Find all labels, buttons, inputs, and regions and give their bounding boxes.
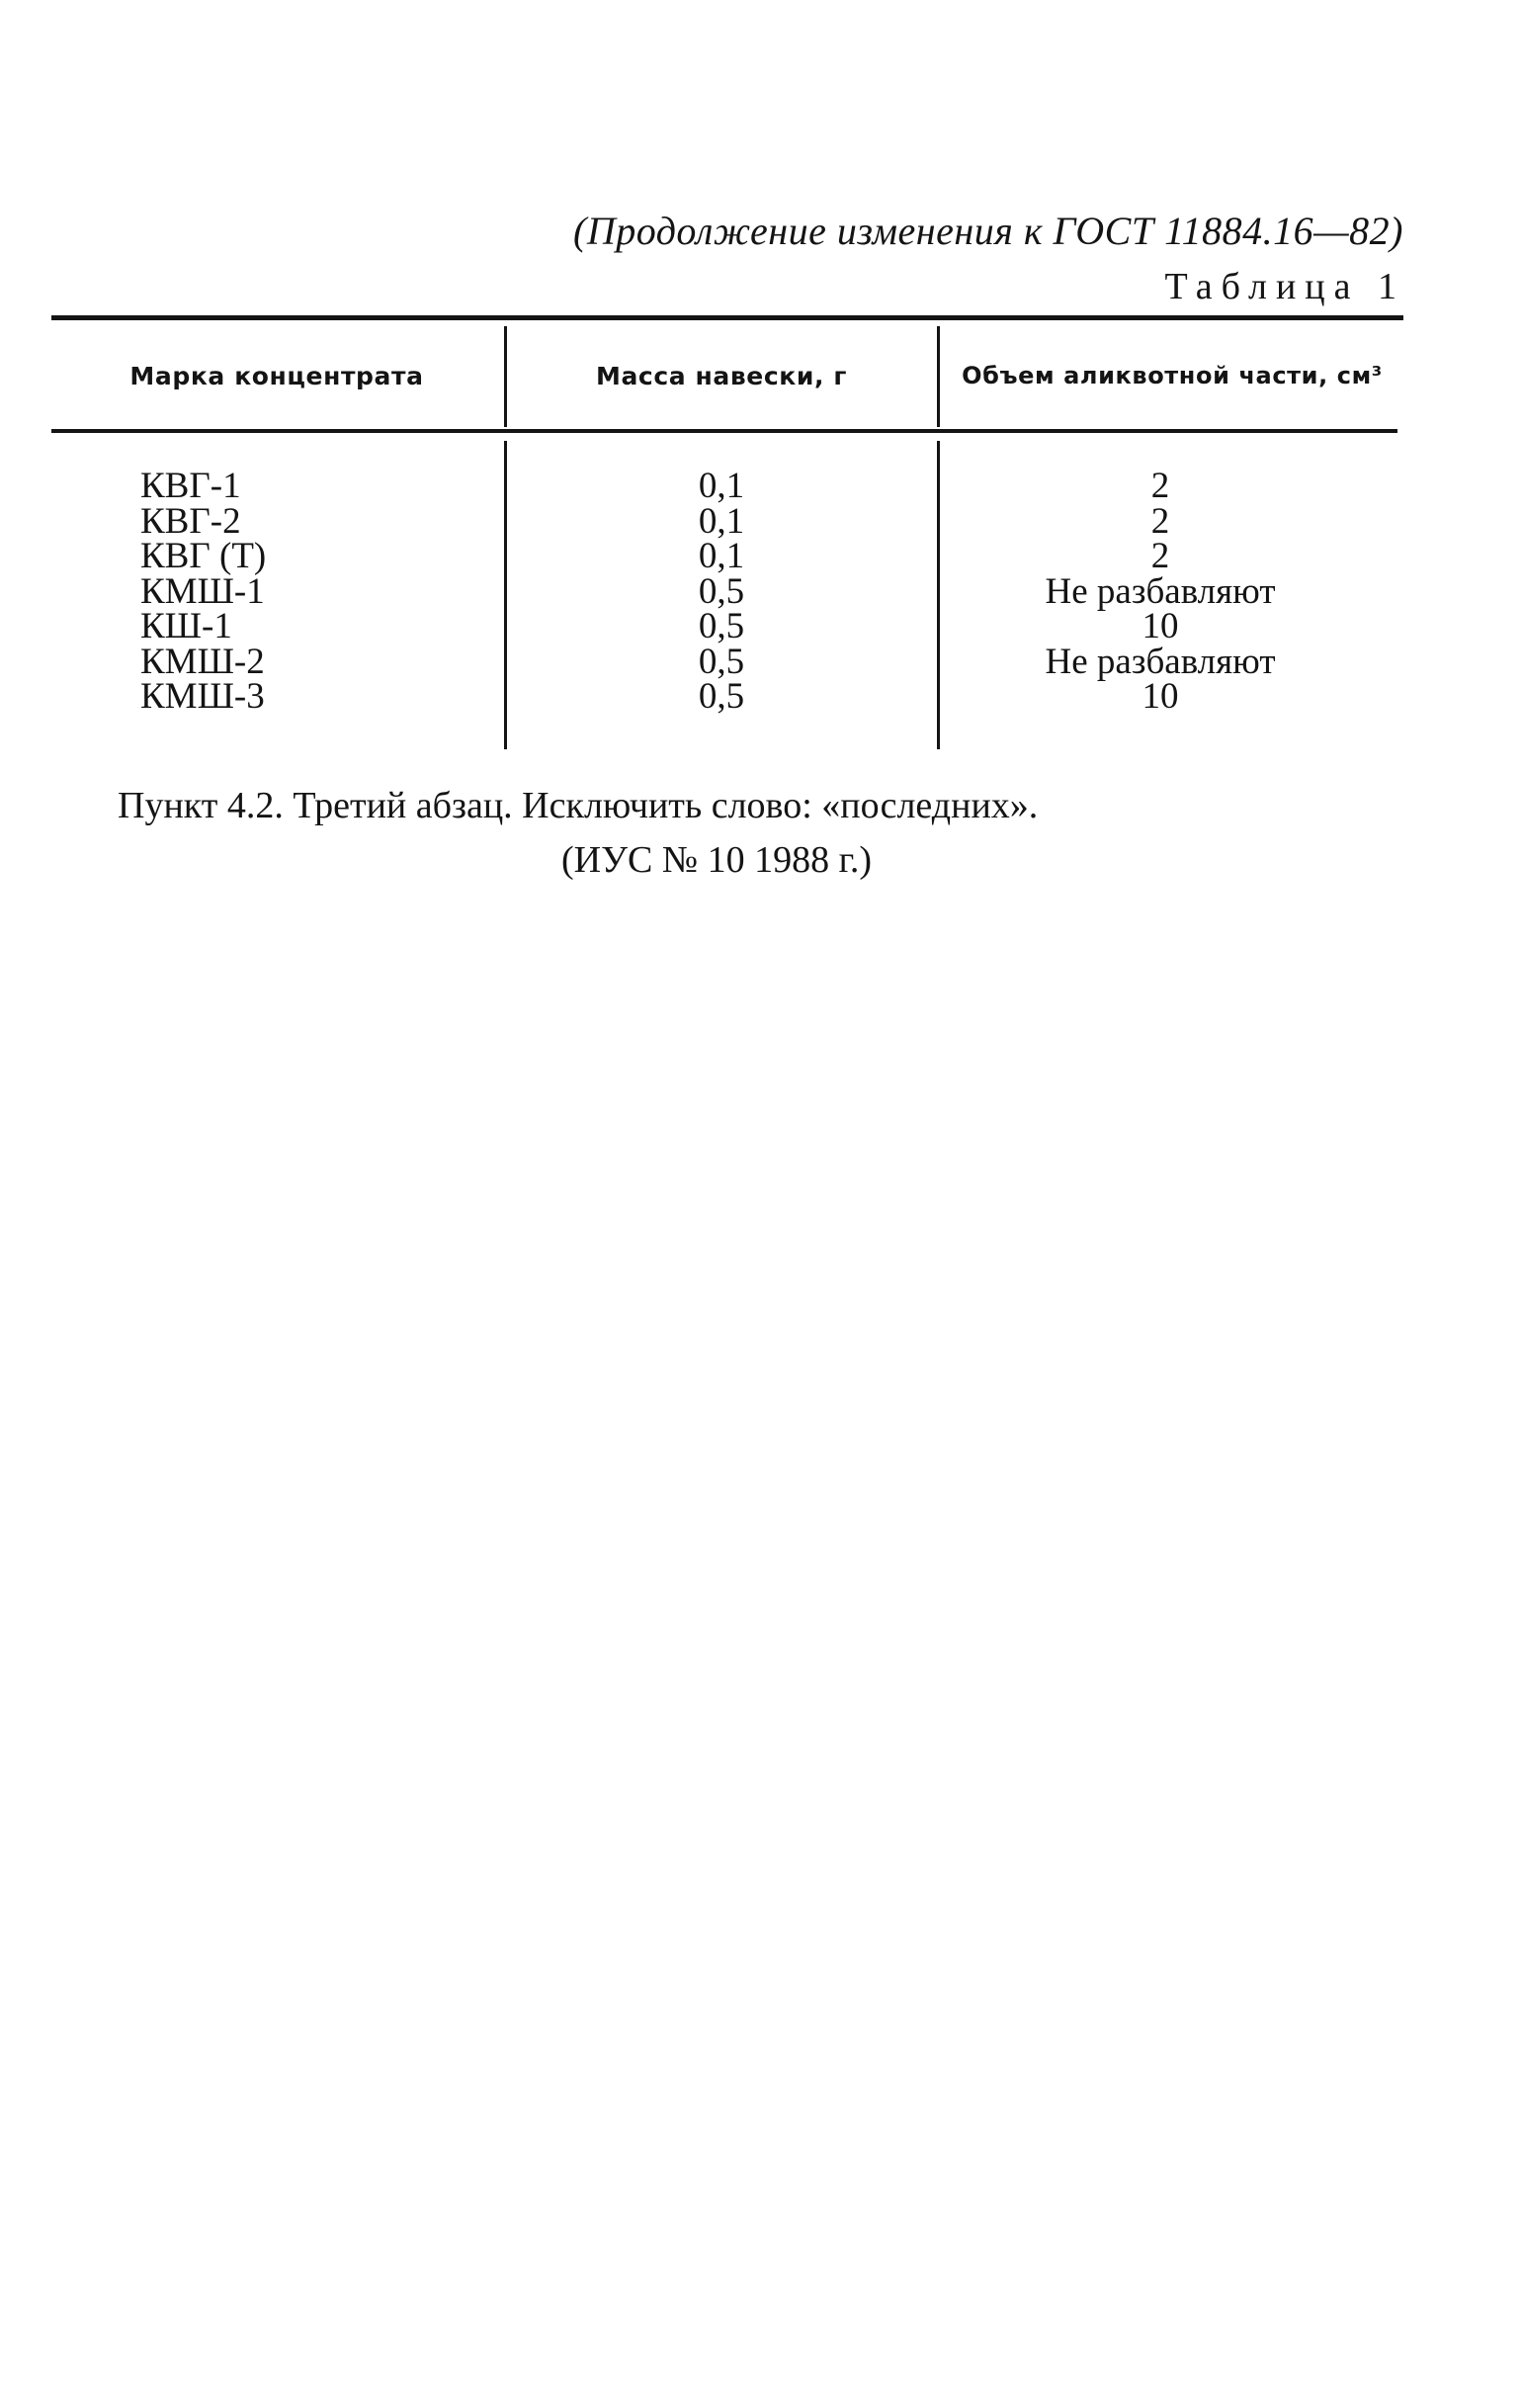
cell-mass: 0,1: [698, 466, 745, 506]
cell-volume: 2: [1150, 500, 1170, 542]
table-top-rule: [51, 315, 1403, 320]
table-body: [51, 466, 1403, 717]
cell-volume: Не разбавляют: [1045, 570, 1276, 612]
cell-volume: 10: [1142, 606, 1179, 646]
table-label: Таблица 1: [1164, 266, 1405, 307]
cell-grade: КМШ-2: [140, 641, 265, 682]
table-row: [51, 466, 1403, 506]
cell-mass: 0,1: [698, 536, 745, 576]
cell-mass: 0,5: [698, 606, 745, 646]
cell-grade: КВГ-2: [140, 500, 241, 542]
column-header-volume: Объем аликвотной части, см³: [962, 362, 1383, 389]
table-row: [51, 676, 1403, 717]
cell-mass: 0,5: [698, 641, 745, 682]
table-row: [51, 570, 1403, 612]
cell-grade: КВГ (Т): [140, 536, 267, 576]
table-row: [51, 536, 1403, 576]
column-header-grade: Марка концентрата: [129, 362, 424, 390]
cell-mass: 0,5: [698, 570, 745, 612]
amendment-note: Пункт 4.2. Третий абзац. Исключить слово: «последних».: [118, 785, 1039, 826]
cell-grade: КВГ-1: [140, 466, 241, 506]
cell-grade: КШ-1: [140, 606, 232, 646]
table-row: [51, 641, 1403, 682]
cell-mass: 0,5: [698, 676, 745, 717]
cell-volume: Не разбавляют: [1045, 641, 1276, 682]
cell-grade: КМШ-1: [140, 570, 265, 612]
cell-grade: КМШ-3: [140, 676, 265, 717]
cell-volume: 2: [1150, 536, 1170, 576]
table-row: [51, 606, 1403, 646]
column-header-mass: Масса навески, г: [595, 362, 848, 390]
table-row: [51, 500, 1403, 542]
cell-volume: 10: [1142, 676, 1179, 717]
source-reference: (ИУС № 10 1988 г.): [561, 839, 873, 881]
continuation-heading: (Продолжение изменения к ГОСТ 11884.16—82): [573, 209, 1403, 253]
cell-volume: 2: [1150, 466, 1170, 506]
table-header-rule: [51, 429, 1397, 433]
cell-mass: 0,1: [698, 500, 745, 542]
